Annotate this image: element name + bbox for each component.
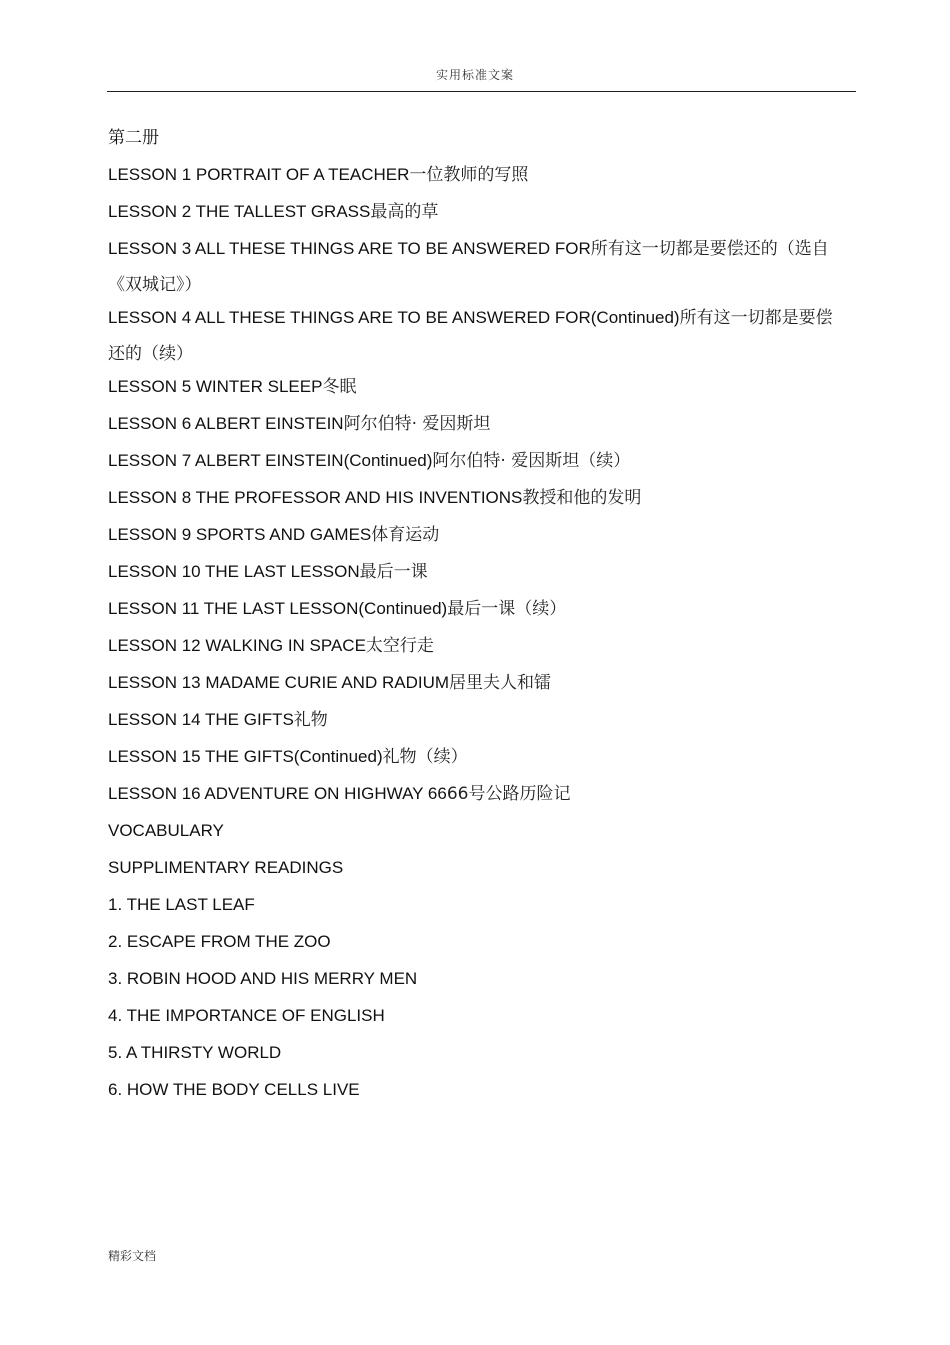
lesson-title-zh: 体育运动 — [371, 525, 440, 545]
lesson-title-zh: 一位教师的写照 — [409, 165, 529, 185]
lesson-item — [108, 410, 848, 438]
lesson-title-zh: 所有这一切都是要偿还的（续） — [108, 308, 833, 364]
lesson-title-en: LESSON 6 ALBERT EINSTEIN — [108, 414, 344, 433]
lesson-title-zh: 礼物 — [293, 710, 328, 730]
lesson-title-en: LESSON 8 THE PROFESSOR AND HIS INVENTIONS — [108, 488, 523, 507]
lesson-title-zh: 阿尔伯特· 爱因斯坦（续） — [432, 451, 631, 471]
vocabulary-label: VOCABULARY — [108, 821, 224, 840]
lesson-title-en: LESSON 10 THE LAST LESSON — [108, 562, 360, 581]
page-footer: 精彩文档 — [108, 1249, 157, 1263]
lesson-title-zh: 礼物（续） — [382, 747, 468, 767]
lesson-item — [108, 484, 848, 512]
lesson-title-en: LESSON 13 MADAME CURIE AND RADIUM — [108, 673, 450, 692]
lesson-title-en: LESSON 15 THE GIFTS(Continued) — [108, 747, 383, 766]
supplementary-heading — [108, 854, 848, 882]
lesson-title-en: LESSON 2 THE TALLEST GRASS — [108, 202, 371, 221]
lesson-title-en: LESSON 1 PORTRAIT OF A TEACHER — [108, 165, 410, 184]
lesson-item — [108, 743, 848, 771]
lesson-title-en: LESSON 5 WINTER SLEEP — [108, 377, 323, 396]
page-header: 实用标准文案 — [435, 68, 514, 82]
reading-title: 5. A THIRSTY WORLD — [108, 1043, 282, 1062]
lesson-item — [108, 373, 848, 401]
lesson-title-en: LESSON 11 THE LAST LESSON(Continued) — [108, 599, 448, 618]
reading-title: 4. THE IMPORTANCE OF ENGLISH — [108, 1006, 385, 1025]
lesson-item — [108, 521, 848, 549]
lesson-title-zh: 教授和他的发明 — [522, 488, 642, 508]
table-of-contents — [108, 124, 848, 1113]
lesson-title-zh: 冬眠 — [322, 377, 357, 397]
lesson-title-en: LESSON 3 ALL THESE THINGS ARE TO BE ANSWERED FOR — [108, 239, 591, 258]
lesson-title-zh: 居里夫人和镭 — [449, 673, 552, 693]
reading-item — [108, 928, 848, 956]
reading-item — [108, 1076, 848, 1104]
lesson-title-zh: 阿尔伯特· 爱因斯坦 — [343, 414, 491, 434]
lesson-title-zh: 最后一课（续） — [447, 599, 567, 619]
lesson-item — [108, 669, 848, 697]
reading-item — [108, 1002, 848, 1030]
lesson-item — [108, 780, 848, 808]
reading-item — [108, 1039, 848, 1067]
lesson-title-zh: 太空行走 — [365, 636, 434, 656]
lesson-item — [108, 632, 848, 660]
reading-title: 6. HOW THE BODY CELLS LIVE — [108, 1080, 360, 1099]
lesson-title-en: LESSON 14 THE GIFTS — [108, 710, 294, 729]
lesson-item — [108, 198, 848, 226]
lesson-item — [108, 300, 848, 372]
book-volume-title: 第二册 — [108, 128, 159, 148]
reading-title: 3. ROBIN HOOD AND HIS MERRY MEN — [108, 969, 418, 988]
lesson-title-en: LESSON 7 ALBERT EINSTEIN(Continued) — [108, 451, 433, 470]
reading-title: 2. ESCAPE FROM THE ZOO — [108, 932, 331, 951]
reading-item — [108, 891, 848, 919]
lesson-item — [108, 558, 848, 586]
lesson-title-en: LESSON 12 WALKING IN SPACE — [108, 636, 366, 655]
header-divider — [107, 91, 856, 92]
vocabulary-heading — [108, 817, 848, 845]
lesson-item — [108, 595, 848, 623]
lesson-title-zh: 最后一课 — [359, 562, 428, 582]
lesson-title-zh: 66号公路历险记 — [446, 784, 571, 804]
reading-title: 1. THE LAST LEAF — [108, 895, 255, 914]
lesson-title-zh: 所有这一切都是要偿还的（选自《双城记》） — [108, 239, 829, 295]
lesson-item — [108, 231, 848, 303]
lesson-title-en: LESSON 4 ALL THESE THINGS ARE TO BE ANSWERED FOR(Continued) — [108, 308, 680, 327]
supplementary-title: SUPPLIMENTARY READINGS — [108, 858, 344, 877]
lesson-title-zh: 最高的草 — [370, 202, 439, 222]
lesson-title-en: LESSON 9 SPORTS AND GAMES — [108, 525, 372, 544]
lesson-item — [108, 706, 848, 734]
lesson-title-en: LESSON 16 ADVENTURE ON HIGHWAY 66 — [108, 784, 447, 803]
reading-item — [108, 965, 848, 993]
lesson-item — [108, 161, 848, 189]
lesson-item — [108, 447, 848, 475]
